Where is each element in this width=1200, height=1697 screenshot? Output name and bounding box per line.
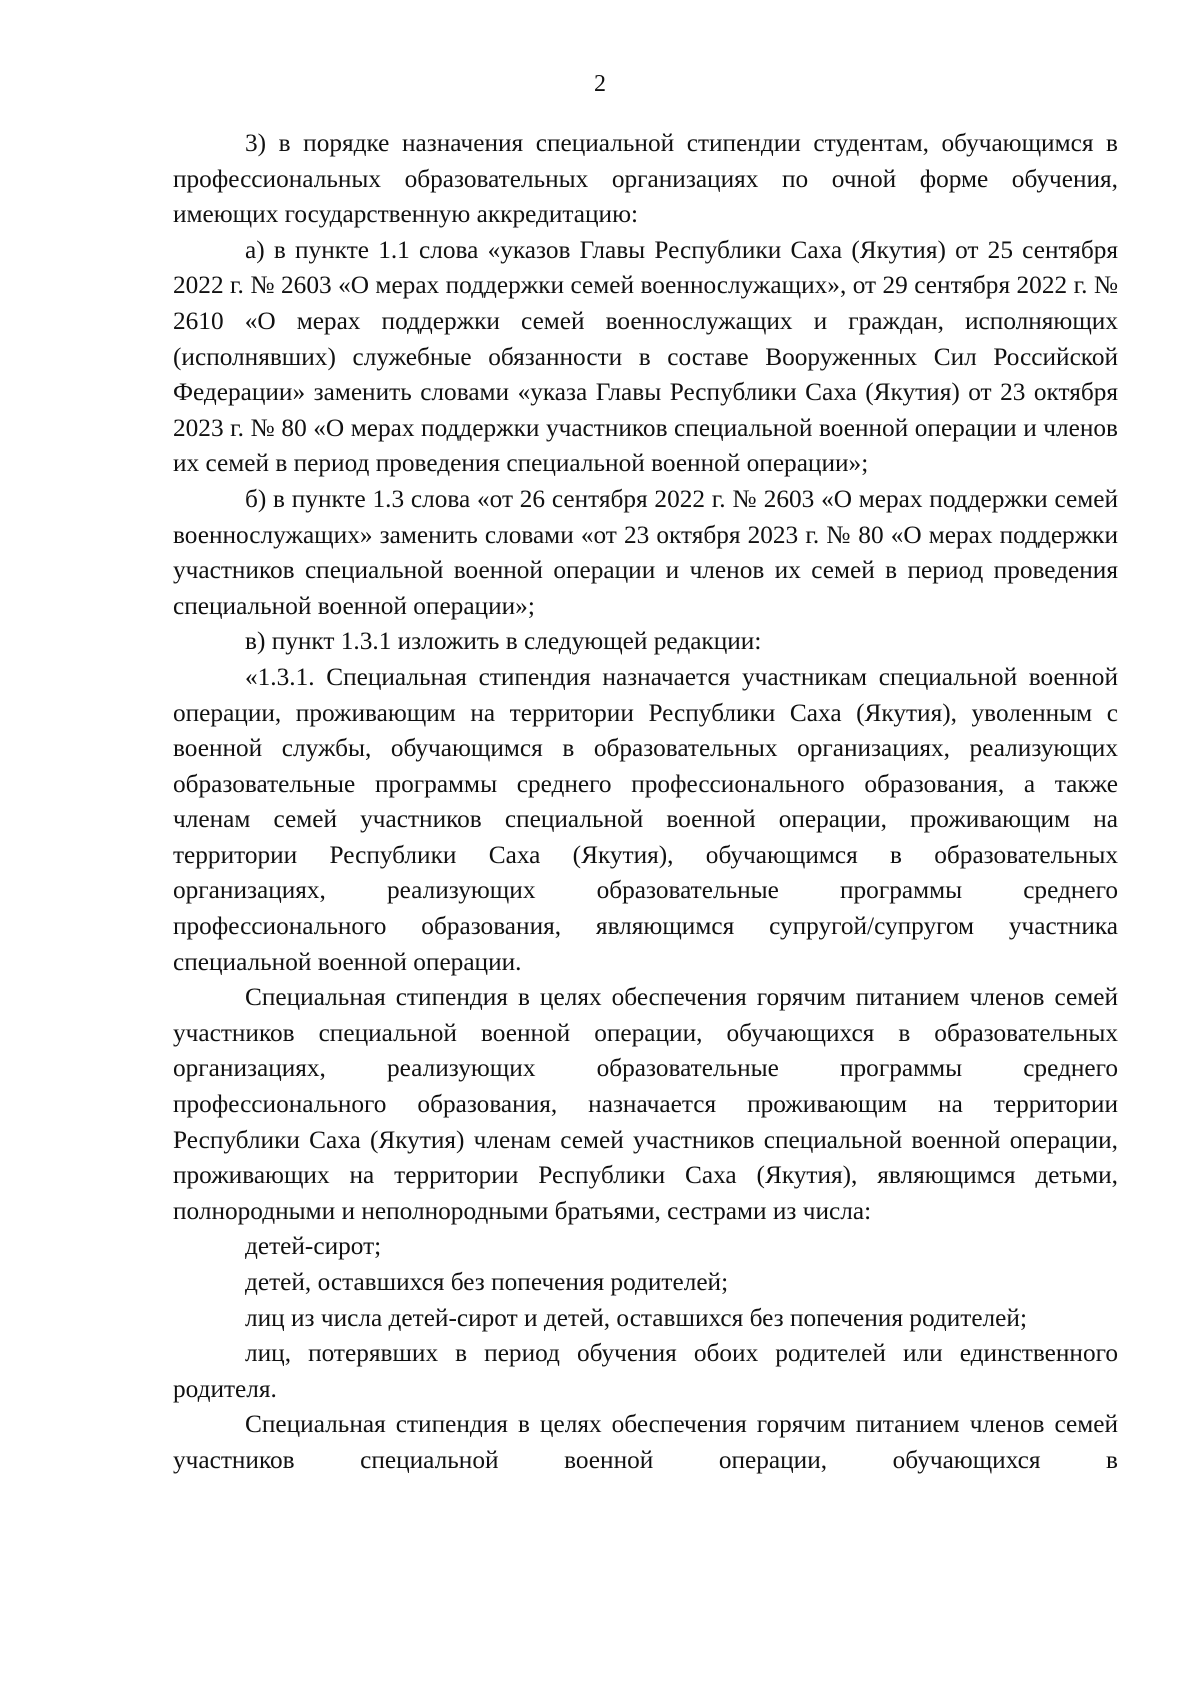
- paragraph-subitem-v: в) пункт 1.3.1 изложить в следующей редакции:: [245, 627, 762, 656]
- paragraph-item-3: 3) в порядке назначения специальной стипендии студентам, обучающимся в профессиональных образовательных организациях по очной форме обучения, имеющих государственную аккредитацию:: [173, 129, 1118, 229]
- paragraph-hot-meals-stipend-continued: Специальная стипендия в целях обеспечения горячим питанием членов семей участников специальной военной операции, обучающихся в: [173, 1410, 1118, 1474]
- paragraph-hot-meals-stipend: Специальная стипендия в целях обеспечения горячим питанием членов семей участников специальной военной операции, обучающихся в образовательных организациях, реализующих образовательные программы среднего профессионального образования, назначается проживающим на территории Республики Саха (Якутия) членам семей участников специальной военной операции, проживающих на территории Республики Саха (Якутия), являющимся детьми, полнородными и неполнородными братьями, сестрами из числа:: [173, 983, 1118, 1225]
- paragraph-clause-1-3-1: «1.3.1. Специальная стипендия назначается участникам специальной военной операции, проживающим на территории Республики Саха (Якутия), уволенным с военной службы, обучающимся в образовательных организациях, реализующих образовательные программы среднего профессионального образования, а также членам семей участников специальной военной операции, проживающим на территории Республики Саха (Якутия), обучающимся в образовательных организациях, реализующих образовательные программы среднего профессионального образования, являющимся супругой/супругом участника специальной военной операции.: [173, 662, 1118, 976]
- paragraph-subitem-b: б) в пункте 1.3 слова «от 26 сентября 2022 г. № 2603 «О мерах поддержки семей военнослужащих» заменить словами «от 23 октября 2023 г. № 80 «О мерах поддержки участников специальной военной операции и членов их семей в период проведения специальной военной операции»;: [173, 484, 1118, 620]
- list-item-former-orphans: лиц из числа детей-сирот и детей, оставшихся без попечения родителей;: [245, 1303, 1027, 1332]
- list-item-lost-parents: лиц, потерявших в период обучения обоих родителей или единственного родителя.: [173, 1339, 1118, 1403]
- page-number: 2: [594, 71, 606, 97]
- list-item-without-parental-care: детей, оставшихся без попечения родителей;: [245, 1268, 729, 1296]
- paragraph-subitem-a: а) в пункте 1.1 слова «указов Главы Республики Саха (Якутия) от 25 сентября 2022 г. № 2603 «О мерах поддержки семей военнослужащих», от 29 сентября 2022 г. № 2610 «О мерах поддержки семей военнослужащих и граждан, исполняющих (исполнявших) служебные обязанности в составе Вооруженных Сил Российской Федерации» заменить словами «указа Главы Республики Саха (Якутия) от 23 октября 2023 г. № 80 «О мерах поддержки участников специальной военной операции и членов их семей в период проведения специальной военной операции»;: [173, 235, 1118, 478]
- document-body: [173, 126, 1118, 1479]
- list-item-orphans: детей-сирот;: [245, 1232, 382, 1261]
